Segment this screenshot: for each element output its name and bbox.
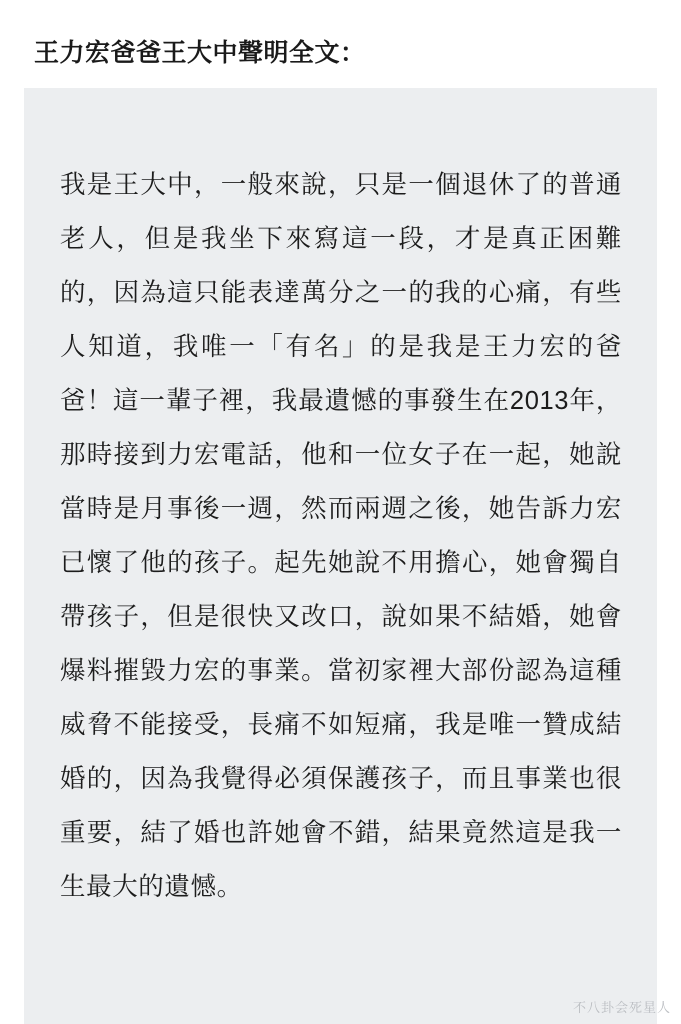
statement-body: 我是王大中，一般來說，只是一個退休了的普通老人，但是我坐下來寫這一段，才是真正困難的，因為這只能表達萬分之一的我的心痛，有些人知道，我唯一「有名」的是我是王力宏的爸爸！這一輩子裡，我最遺憾的事發生在2013年，那時接到力宏電話，他和一位女子在一起，她說當時是月事後一週，然而兩週之後，她告訴力宏已懷了他的孩子。起先她說不用擔心，她會獨自帶孩子，但是很快又改口，說如果不結婚，她會爆料摧毀力宏的事業。當初家裡大部份認為這種威脅不能接受，長痛不如短痛，我是唯一贊成結婚的，因為我覺得必須保護孩子，而且事業也很重要，結了婚也許她會不錯，結果竟然這是我一生最大的遺憾。: [60, 171, 622, 901]
statement-panel: [24, 88, 657, 1024]
page-title: 王力宏爸爸王大中聲明全文：: [34, 38, 366, 67]
watermark-label: 不八卦会死星人: [572, 1000, 671, 1015]
